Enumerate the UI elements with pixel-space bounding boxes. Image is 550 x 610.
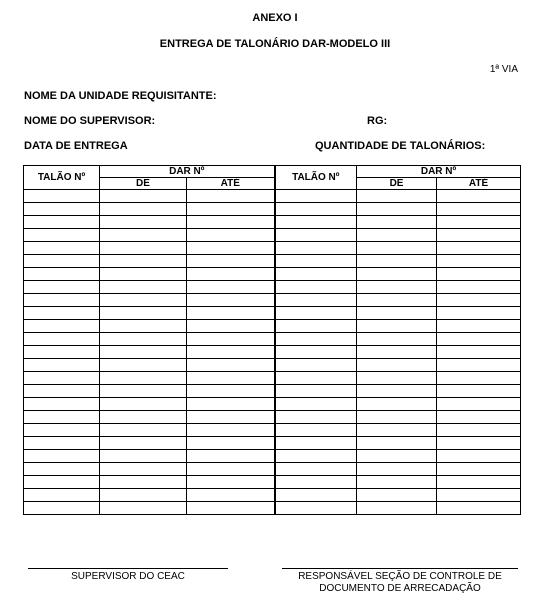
table-cell[interactable] bbox=[437, 255, 521, 268]
table-cell[interactable] bbox=[437, 359, 521, 372]
table-cell[interactable] bbox=[275, 281, 357, 294]
table-cell[interactable] bbox=[275, 450, 357, 463]
table-cell[interactable] bbox=[100, 385, 187, 398]
table-cell[interactable] bbox=[24, 320, 100, 333]
supervisor-name-label: NOME DO SUPERVISOR: bbox=[24, 115, 156, 127]
table-cell[interactable] bbox=[187, 333, 275, 346]
table-cell[interactable] bbox=[275, 437, 357, 450]
table-cell[interactable] bbox=[24, 489, 100, 502]
table-cell[interactable] bbox=[24, 398, 100, 411]
table-row bbox=[24, 307, 521, 320]
table-cell[interactable] bbox=[275, 424, 357, 437]
table-cell[interactable] bbox=[357, 463, 437, 476]
table-cell[interactable] bbox=[100, 346, 187, 359]
de-header-right: DE bbox=[357, 178, 437, 190]
table-cell[interactable] bbox=[437, 502, 521, 515]
dar-header-left: DAR Nº bbox=[100, 166, 275, 178]
table-row bbox=[24, 463, 521, 476]
table-cell[interactable] bbox=[187, 385, 275, 398]
table-cell[interactable] bbox=[437, 333, 521, 346]
table-cell[interactable] bbox=[24, 359, 100, 372]
table-row bbox=[24, 502, 521, 515]
table-cell[interactable] bbox=[357, 398, 437, 411]
table-cell[interactable] bbox=[357, 476, 437, 489]
table-cell[interactable] bbox=[100, 359, 187, 372]
table-cell[interactable] bbox=[437, 489, 521, 502]
table-cell[interactable] bbox=[437, 463, 521, 476]
table-cell[interactable] bbox=[24, 216, 100, 229]
table-row bbox=[24, 346, 521, 359]
table-cell[interactable] bbox=[24, 333, 100, 346]
table-cell[interactable] bbox=[100, 463, 187, 476]
table-cell[interactable] bbox=[100, 411, 187, 424]
table-cell[interactable] bbox=[437, 229, 521, 242]
table-cell[interactable] bbox=[357, 385, 437, 398]
table-cell[interactable] bbox=[100, 450, 187, 463]
table-cell[interactable] bbox=[187, 489, 275, 502]
unit-name-label: NOME DA UNIDADE REQUISITANTE: bbox=[24, 90, 217, 102]
table-cell[interactable] bbox=[437, 320, 521, 333]
dar-header-right: DAR Nº bbox=[357, 166, 521, 178]
table-cell[interactable] bbox=[187, 398, 275, 411]
table-cell[interactable] bbox=[437, 307, 521, 320]
table-cell[interactable] bbox=[187, 372, 275, 385]
responsible-signature-label bbox=[270, 571, 530, 595]
table-cell[interactable] bbox=[275, 294, 357, 307]
table-cell[interactable] bbox=[24, 190, 100, 203]
supervisor-signature-line bbox=[28, 568, 228, 569]
table-cell[interactable] bbox=[100, 333, 187, 346]
table-cell[interactable] bbox=[24, 372, 100, 385]
table-body bbox=[24, 190, 521, 515]
table-cell[interactable] bbox=[437, 424, 521, 437]
table-cell[interactable] bbox=[357, 489, 437, 502]
table-cell[interactable] bbox=[24, 476, 100, 489]
responsible-signature-line-1: RESPONSÁVEL SEÇÃO DE CONTROLE DE bbox=[298, 571, 502, 582]
table-row bbox=[24, 229, 521, 242]
table-cell[interactable] bbox=[100, 229, 187, 242]
table-cell[interactable] bbox=[275, 398, 357, 411]
table-row bbox=[24, 476, 521, 489]
table-cell[interactable] bbox=[275, 489, 357, 502]
table-row bbox=[24, 411, 521, 424]
table-cell[interactable] bbox=[275, 268, 357, 281]
responsible-signature-line-2: DOCUMENTO DE ARRECADAÇÃO bbox=[319, 583, 481, 594]
table-cell[interactable] bbox=[24, 268, 100, 281]
rg-label: RG: bbox=[367, 115, 388, 127]
table-cell[interactable] bbox=[187, 502, 275, 515]
table-cell[interactable] bbox=[357, 450, 437, 463]
talao-header-right: TALÃO Nº bbox=[275, 166, 357, 190]
ate-header-left: ATÉ bbox=[187, 178, 275, 190]
table-cell[interactable] bbox=[187, 346, 275, 359]
quantity-label: QUANTIDADE DE TALONÁRIOS: bbox=[315, 140, 486, 152]
table-cell[interactable] bbox=[357, 307, 437, 320]
table-cell[interactable] bbox=[187, 242, 275, 255]
table-cell[interactable] bbox=[357, 502, 437, 515]
table-cell[interactable] bbox=[357, 333, 437, 346]
table-cell[interactable] bbox=[357, 255, 437, 268]
table-cell[interactable] bbox=[357, 190, 437, 203]
table-cell[interactable] bbox=[100, 190, 187, 203]
table-cell[interactable] bbox=[187, 268, 275, 281]
table-cell[interactable] bbox=[100, 424, 187, 437]
table-cell[interactable] bbox=[187, 294, 275, 307]
table-cell[interactable] bbox=[187, 255, 275, 268]
table-cell[interactable] bbox=[275, 502, 357, 515]
table-cell[interactable] bbox=[100, 294, 187, 307]
annex-label: ANEXO I bbox=[252, 12, 298, 24]
table-cell[interactable] bbox=[437, 346, 521, 359]
table-cell[interactable] bbox=[100, 203, 187, 216]
table-cell[interactable] bbox=[437, 242, 521, 255]
table-cell[interactable] bbox=[100, 489, 187, 502]
table-cell[interactable] bbox=[187, 203, 275, 216]
table-row bbox=[24, 190, 521, 203]
table-cell[interactable] bbox=[357, 294, 437, 307]
table-cell[interactable] bbox=[357, 424, 437, 437]
table-row bbox=[24, 450, 521, 463]
table-cell[interactable] bbox=[275, 346, 357, 359]
ate-header-right: ATÉ bbox=[437, 178, 521, 190]
copy-label: 1ª VIA bbox=[489, 64, 518, 75]
table-cell[interactable] bbox=[357, 229, 437, 242]
table-cell[interactable] bbox=[24, 450, 100, 463]
table-cell[interactable] bbox=[24, 502, 100, 515]
table-cell[interactable] bbox=[100, 320, 187, 333]
table-row bbox=[24, 437, 521, 450]
table-cell[interactable] bbox=[437, 450, 521, 463]
table-cell[interactable] bbox=[437, 216, 521, 229]
table-row bbox=[24, 333, 521, 346]
table-cell[interactable] bbox=[100, 437, 187, 450]
table-cell[interactable] bbox=[187, 281, 275, 294]
table-cell[interactable] bbox=[24, 229, 100, 242]
table-cell[interactable] bbox=[275, 411, 357, 424]
table-cell[interactable] bbox=[24, 385, 100, 398]
table-cell[interactable] bbox=[187, 216, 275, 229]
table-cell[interactable] bbox=[24, 242, 100, 255]
table-cell[interactable] bbox=[437, 411, 521, 424]
table-row bbox=[24, 372, 521, 385]
table-row bbox=[24, 424, 521, 437]
table-cell[interactable] bbox=[187, 320, 275, 333]
table-cell[interactable] bbox=[275, 242, 357, 255]
table-row bbox=[24, 216, 521, 229]
table-cell[interactable] bbox=[100, 476, 187, 489]
table-cell[interactable] bbox=[437, 437, 521, 450]
table-cell[interactable] bbox=[437, 385, 521, 398]
table-cell[interactable] bbox=[437, 372, 521, 385]
table-cell[interactable] bbox=[275, 190, 357, 203]
table-cell[interactable] bbox=[24, 281, 100, 294]
table-cell[interactable] bbox=[437, 398, 521, 411]
table-cell[interactable] bbox=[100, 372, 187, 385]
supervisor-signature-label: SUPERVISOR DO CEAC bbox=[71, 571, 185, 582]
table-cell[interactable] bbox=[437, 476, 521, 489]
table-row bbox=[24, 385, 521, 398]
table-cell[interactable] bbox=[187, 307, 275, 320]
table-cell[interactable] bbox=[357, 203, 437, 216]
table-cell[interactable] bbox=[187, 190, 275, 203]
table-cell[interactable] bbox=[24, 437, 100, 450]
table-cell[interactable] bbox=[357, 346, 437, 359]
table-cell[interactable] bbox=[187, 229, 275, 242]
responsible-signature-line bbox=[282, 568, 518, 569]
table-cell[interactable] bbox=[437, 281, 521, 294]
table-row bbox=[24, 294, 521, 307]
talonario-table bbox=[23, 165, 521, 515]
form-title: ENTREGA DE TALONÁRIO DAR-MODELO III bbox=[159, 38, 391, 50]
table-cell[interactable] bbox=[24, 255, 100, 268]
table-cell[interactable] bbox=[357, 372, 437, 385]
table-row bbox=[24, 281, 521, 294]
table-cell[interactable] bbox=[187, 437, 275, 450]
table-cell[interactable] bbox=[24, 346, 100, 359]
table-row bbox=[24, 255, 521, 268]
table-cell[interactable] bbox=[24, 424, 100, 437]
table-cell[interactable] bbox=[275, 476, 357, 489]
table-cell[interactable] bbox=[275, 372, 357, 385]
talao-header-left: TALÃO Nº bbox=[24, 166, 100, 190]
table-cell[interactable] bbox=[24, 411, 100, 424]
table-cell[interactable] bbox=[275, 203, 357, 216]
table-cell[interactable] bbox=[187, 359, 275, 372]
table-cell[interactable] bbox=[437, 268, 521, 281]
table-cell[interactable] bbox=[437, 203, 521, 216]
table-cell[interactable] bbox=[357, 268, 437, 281]
table-cell[interactable] bbox=[357, 216, 437, 229]
table-cell[interactable] bbox=[275, 359, 357, 372]
table-cell[interactable] bbox=[24, 203, 100, 216]
table-cell[interactable] bbox=[187, 476, 275, 489]
table-cell[interactable] bbox=[24, 307, 100, 320]
table-cell[interactable] bbox=[100, 398, 187, 411]
table-cell[interactable] bbox=[275, 333, 357, 346]
table-cell[interactable] bbox=[275, 255, 357, 268]
table-row bbox=[24, 268, 521, 281]
table-cell[interactable] bbox=[187, 411, 275, 424]
table-cell[interactable] bbox=[357, 437, 437, 450]
table-cell[interactable] bbox=[437, 294, 521, 307]
table-row bbox=[24, 320, 521, 333]
table-cell[interactable] bbox=[100, 216, 187, 229]
table-cell[interactable] bbox=[275, 307, 357, 320]
table-cell[interactable] bbox=[357, 242, 437, 255]
table-cell[interactable] bbox=[357, 411, 437, 424]
table-cell[interactable] bbox=[100, 255, 187, 268]
table-row bbox=[24, 203, 521, 216]
table-cell[interactable] bbox=[100, 242, 187, 255]
table-cell[interactable] bbox=[357, 320, 437, 333]
table-cell[interactable] bbox=[275, 385, 357, 398]
table-cell[interactable] bbox=[187, 463, 275, 476]
table-cell[interactable] bbox=[187, 450, 275, 463]
table-row bbox=[24, 242, 521, 255]
table-cell[interactable] bbox=[24, 294, 100, 307]
table-cell[interactable] bbox=[24, 463, 100, 476]
table-cell[interactable] bbox=[187, 424, 275, 437]
table-cell[interactable] bbox=[100, 502, 187, 515]
table-cell[interactable] bbox=[437, 190, 521, 203]
de-header-left: DE bbox=[100, 178, 187, 190]
table-cell[interactable] bbox=[275, 320, 357, 333]
table-row bbox=[24, 359, 521, 372]
table-cell[interactable] bbox=[275, 216, 357, 229]
delivery-date-label: DATA DE ENTREGA bbox=[24, 140, 128, 152]
table-cell[interactable] bbox=[100, 268, 187, 281]
table-cell[interactable] bbox=[100, 281, 187, 294]
table-row bbox=[24, 398, 521, 411]
table-cell[interactable] bbox=[357, 281, 437, 294]
table-cell[interactable] bbox=[275, 463, 357, 476]
table-cell[interactable] bbox=[275, 229, 357, 242]
table-cell[interactable] bbox=[100, 307, 187, 320]
table-cell[interactable] bbox=[357, 359, 437, 372]
table-row bbox=[24, 489, 521, 502]
